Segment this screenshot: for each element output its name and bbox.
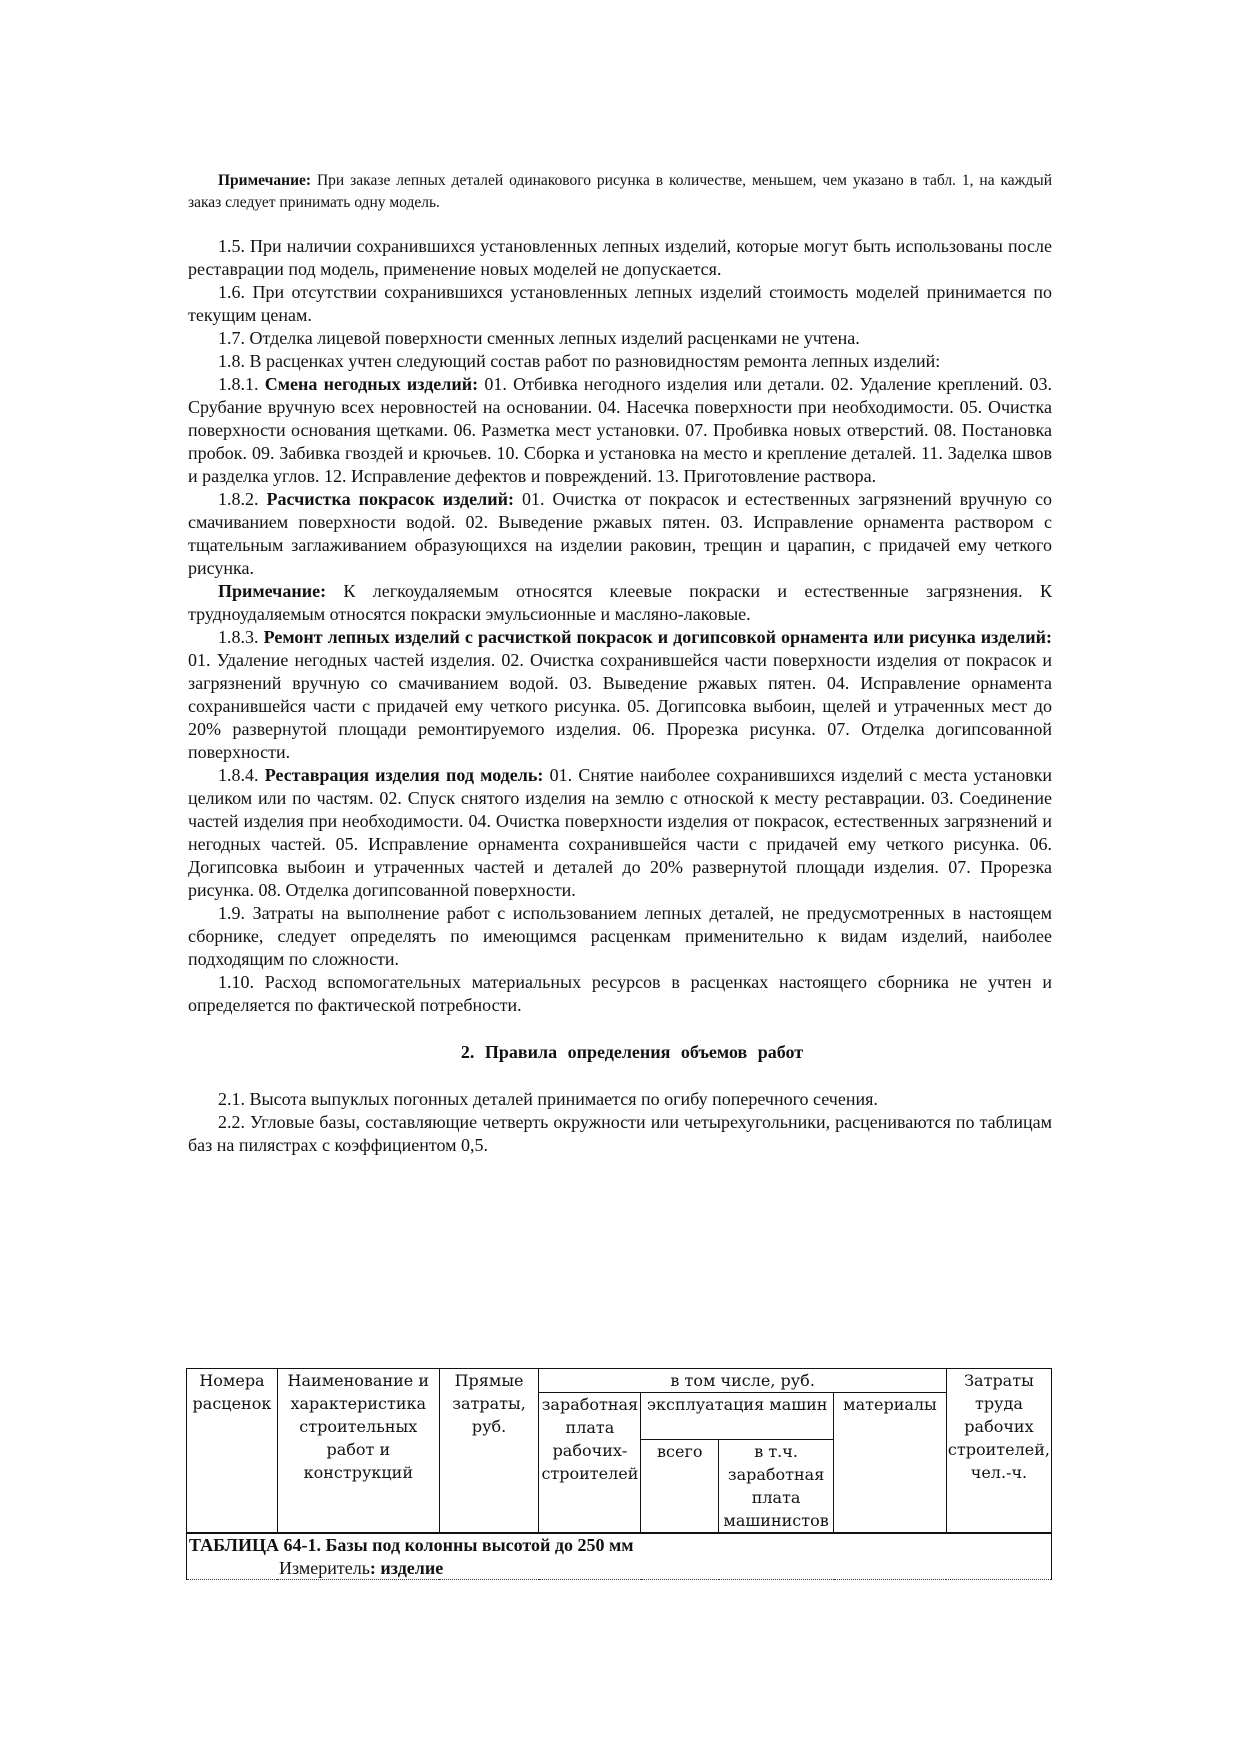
header-machinist-wages: в т.ч. заработная плата машинистов	[719, 1440, 834, 1534]
table-caption	[187, 1533, 1052, 1557]
paragraph-1-5: 1.5. При наличии сохранившихся установленных лепных изделий, которые могут быть использованы после реставрации под модель, применение новых моделей не допускается.	[188, 236, 1052, 279]
paragraph-1-8-3	[188, 626, 1052, 764]
header-including: в том числе, руб.	[539, 1369, 946, 1393]
paragraph-1-8-1	[188, 373, 1052, 488]
header-rate-numbers: Номера расценок	[187, 1369, 278, 1534]
paragraph-1-9: 1.9. Затраты на выполнение работ с использованием лепных деталей, не предусмотренных в настоящем сборнике, следует определять по имеющимся расценкам применительно к видам изделий, наиболее подходящим по сложности.	[188, 903, 1052, 969]
table-caption-text: ТАБЛИЦА 64-1. Базы под колонны высотой до 250 мм	[189, 1535, 634, 1555]
note-label: Примечание:	[218, 172, 312, 189]
paragraph-2-1: 2.1. Высота выпуклых погонных деталей принимается по огибу поперечного сечения.	[218, 1089, 878, 1109]
table-unit	[187, 1557, 1052, 1580]
header-machines-total: всего	[641, 1440, 719, 1534]
item-title: Смена негодных изделий:	[264, 374, 479, 394]
item-text: 01. Отбивка негодного изделия или детали. 02. Удаление креплений. 03. Срубание вручную всех неровностей на основании. 04. Насечка поверхности при необходимости. 05. Очистка поверхности основания щетками. 06. Разметка мест установки. 07. Пробивка новых отверстий. 08. Постановка пробок. 09. Забивка гвоздей и крючьев. 10. Сборка и установка на место и крепление деталей. 11. Заделка швов и разделка углов. 12. Исправление дефектов и повреждений. 13. Приготовление раствора.	[188, 374, 1052, 486]
item-title: Реставрация изделия под модель:	[264, 765, 544, 785]
paragraph-1-8-2	[188, 488, 1052, 580]
note-tab1	[188, 170, 1052, 214]
note-text: При заказе лепных деталей одинакового рисунка в количестве, меньшем, чем указано в табл. 1, на каждый заказ следует принимать одну модель.	[188, 172, 1052, 211]
header-wages: заработная плата рабочих-строителей	[539, 1393, 641, 1534]
paragraph-1-7: 1.7. Отделка лицевой поверхности сменных лепных изделий расценками не учтена.	[218, 328, 860, 348]
item-title: Ремонт лепных изделий с расчисткой покрасок и догипсовкой орнамента или рисунка изделий:	[263, 627, 1052, 647]
document-page	[188, 170, 1052, 1157]
header-materials: материалы	[834, 1393, 947, 1534]
unit-value: : изделие	[369, 1558, 444, 1578]
item-title: Расчистка покрасок изделий:	[266, 489, 514, 509]
header-machine-operation: эксплуатация машин	[641, 1393, 834, 1440]
rates-table	[186, 1368, 1052, 1580]
header-work-name: Наименование и характеристика строительных работ и конструкций	[277, 1369, 439, 1534]
note-text: К легкоудаляемым относятся клеевые покраски и естественные загрязнения. К трудноудаляемым относятся покраски эмульсионные и масляно-лаковые.	[188, 581, 1052, 624]
paragraph-1-8: 1.8. В расценках учтен следующий состав работ по разновидностям ремонта лепных изделий:	[218, 351, 941, 371]
paragraph-1-8-4	[188, 764, 1052, 902]
header-labor-costs: Затраты труда рабочих строителей, чел.-ч.	[946, 1369, 1051, 1534]
item-number: 1.8.2.	[218, 489, 267, 509]
section-2-title: 2. Правила определения объемов работ	[460, 1042, 804, 1062]
note-paints	[188, 580, 1052, 626]
item-number: 1.8.3.	[218, 627, 264, 647]
note-label: Примечание:	[218, 581, 327, 601]
item-number: 1.8.4.	[218, 765, 265, 785]
item-text: 01. Удаление негодных частей изделия. 02. Очистка сохранившейся части поверхности изделия от покрасок и загрязнений вручную со смачиванием водой. 03. Выведение ржавых пятен. 04. Исправление орнамента сохранившейся части с придачей ему четкого рисунка. 05. Догипсовка выбоин, щелей и утраченных мест до 20% развернутой площади ремонтируемого изделия. 06. Прорезка рисунка. 07. Отделка догипсованной поверхности.	[188, 650, 1052, 762]
paragraph-1-6: 1.6. При отсутствии сохранившихся установленных лепных изделий стоимость моделей принимается по текущим ценам.	[188, 282, 1052, 325]
unit-label: Измеритель	[279, 1558, 370, 1578]
item-text: 01. Очистка от покрасок и естественных загрязнений вручную со смачиванием поверхности водой. 02. Выведение ржавых пятен. 03. Исправление орнамента раствором с тщательным заглаживанием образующихся на изделии раковин, трещин и царапин, с придачей ему четкого рисунка.	[188, 489, 1052, 578]
item-number: 1.8.1.	[218, 374, 265, 394]
header-direct-costs: Прямые затраты, руб.	[439, 1369, 539, 1534]
item-text: 01. Снятие наиболее сохранившихся изделий с места установки целиком или по частям. 02. Спуск снятого изделия на землю с отноской к месту реставрации. 03. Соединение частей изделия при необходимости. 04. Очистка поверхности изделия от покрасок, естественных загрязнений и негодных частей. 05. Исправление орнамента сохранившейся части с придачей ему четкого рисунка. 06. Догипсовка выбоин и утраченных частей и деталей до 20% развернутой площади изделия. 07. Прорезка рисунка. 08. Отделка догипсованной поверхности.	[188, 765, 1053, 900]
paragraph-2-2: 2.2. Угловые базы, составляющие четверть окружности или четырехугольники, расцениваются по таблицам баз на пилястрах с коэффициентом 0,5.	[188, 1112, 1052, 1155]
paragraph-1-10: 1.10. Расход вспомогательных материальных ресурсов в расценках настоящего сборника не учтен и определяется по фактической потребности.	[188, 972, 1052, 1015]
